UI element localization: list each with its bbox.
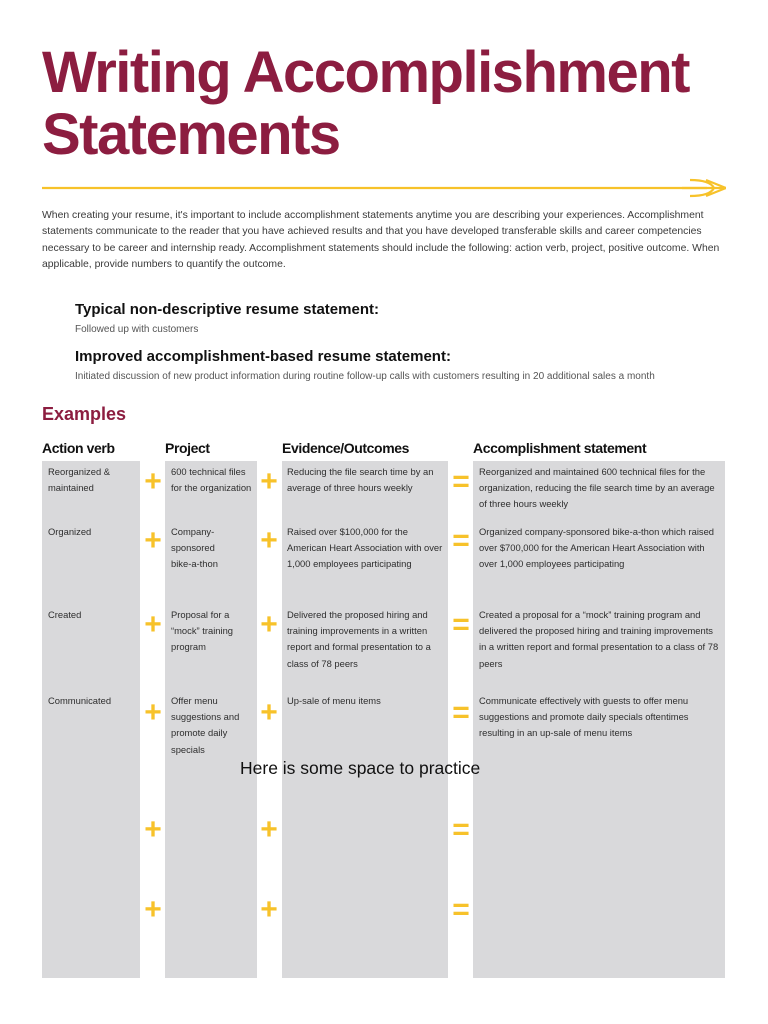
plus-icon: +: [144, 465, 162, 498]
plus-icon: +: [260, 893, 278, 926]
typical-statement-text: Followed up with customers: [75, 324, 199, 335]
row-3-project: Proposal for a “mock” training program: [171, 609, 233, 653]
column-header-project: Project: [165, 440, 210, 456]
row-2-statement: Organized company-sponsored bike-a-thon which raised over $700,000 for the American Heart Association with over 1,000 employees participating: [479, 526, 715, 570]
row-1-statement: Reorganized and maintained 600 technical files for the organization, reducing the file search time by an average of three hours weekly: [479, 466, 715, 510]
row-2-project: Company-sponsored bike-a-thon: [171, 526, 218, 570]
equals-icon: =: [452, 893, 470, 926]
equals-icon: =: [452, 696, 470, 729]
row-3-evidence: Delivered the proposed hiring and training improvements in a written report and formal presentation to a class of 78 peers: [287, 609, 431, 669]
typical-statement-heading: Typical non-descriptive resume statement:: [75, 301, 379, 318]
plus-icon: +: [144, 608, 162, 641]
plus-icon: +: [260, 465, 278, 498]
row-1-evidence: Reducing the file search time by an average of three hours weekly: [287, 466, 434, 494]
trident-divider-icon: [42, 176, 726, 204]
row-4-project: Offer menu suggestions and promote daily specials: [171, 695, 240, 755]
row-1-project: 600 technical files for the organization: [171, 466, 252, 494]
row-4-verb: Communicated: [48, 695, 112, 706]
equals-icon: =: [452, 813, 470, 846]
column-header-evidence: Evidence/Outcomes: [282, 440, 410, 456]
examples-heading: Examples: [42, 404, 127, 424]
row-4-statement: Communicate effectively with guests to offer menu suggestions and promote daily specials oftentimes resulting in an up-sale of menu items: [479, 695, 689, 739]
equals-icon: =: [452, 465, 470, 498]
improved-statement-heading: Improved accomplishment-based resume statement:: [75, 348, 451, 365]
row-2-verb: Organized: [48, 526, 92, 537]
plus-icon: +: [260, 813, 278, 846]
row-1-verb: Reorganized & maintained: [48, 466, 111, 494]
row-4-evidence: Up-sale of menu items: [287, 695, 381, 706]
row-3-statement: Created a proposal for a “mock” training program and delivered the proposed hiring and training improvements in a written report and formal presentation to a class of 78 peers: [479, 609, 719, 669]
plus-icon: +: [144, 893, 162, 926]
column-header-statement: Accomplishment statement: [473, 440, 647, 456]
equals-icon: =: [452, 608, 470, 641]
practice-heading: Here is some space to practice: [240, 758, 481, 778]
equals-icon: =: [452, 524, 470, 557]
row-3-verb: Created: [48, 609, 82, 620]
plus-icon: +: [144, 524, 162, 557]
plus-icon: +: [144, 696, 162, 729]
column-header-action-verb: Action verb: [42, 440, 115, 456]
plus-icon: +: [144, 813, 162, 846]
plus-icon: +: [260, 524, 278, 557]
intro-paragraph: When creating your resume, it's important to include accomplishment statements anytime you are describing your experiences. Accomplishment statements communicate to the reader that you have achieved results and that you have developed transferable skills and career competencies necessary to be career and internship ready. Accomplishment statements should include the following: action verb, project, positive outcome. When applicable, provide numbers to quantify the outcome.: [42, 210, 720, 270]
plus-icon: +: [260, 696, 278, 729]
plus-icon: +: [260, 608, 278, 641]
page-title: [42, 42, 689, 166]
row-2-evidence: Raised over $100,000 for the American Heart Association with over 1,000 employees participating: [287, 526, 443, 570]
improved-statement-text: Initiated discussion of new product information during routine follow-up calls with customers resulting in 20 additional sales a month: [75, 371, 655, 382]
title-line-2: Statements: [42, 102, 340, 167]
title-line-1: Writing Accomplishment: [42, 40, 689, 105]
